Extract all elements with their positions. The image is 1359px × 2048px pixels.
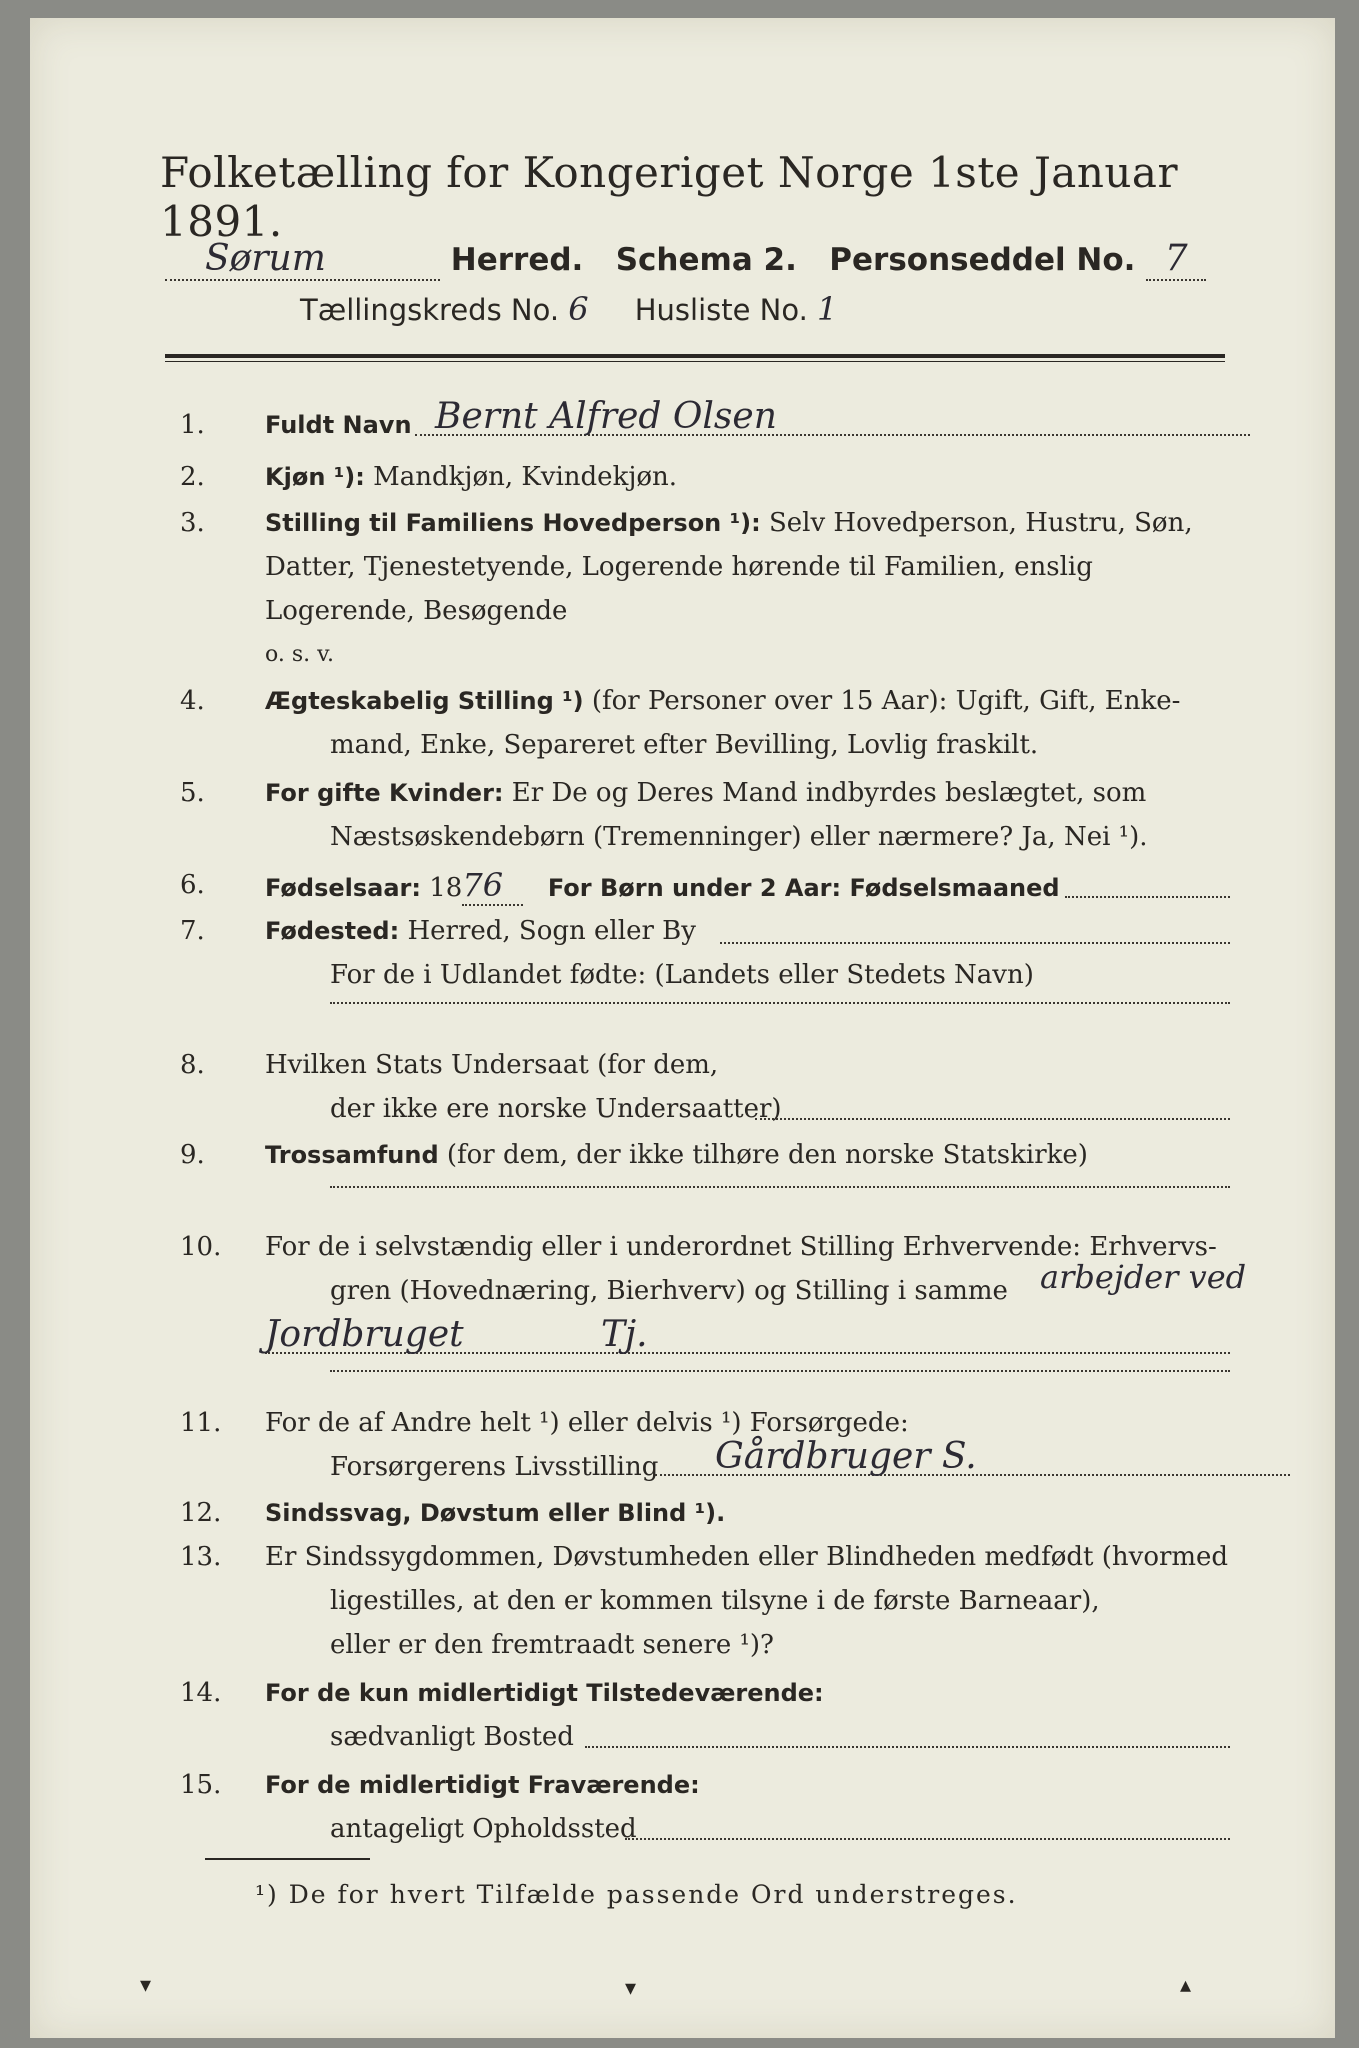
occupation-value-2: Jordbruget — [265, 1314, 464, 1355]
item-text: Trossamfund (for dem, der ikke tilhøre den norske Statskirke) — [265, 1140, 1088, 1170]
occupation-value-3: Tj. — [600, 1314, 648, 1355]
item-text: gren (Hovednæring, Bierhverv) og Stilling i samme — [330, 1276, 1008, 1306]
item-text: For de af Andre helt ¹) eller delvis ¹) Forsørgede: — [265, 1408, 909, 1438]
provider-occupation-value: Gårdbruger S. — [655, 1440, 1290, 1476]
item-text: eller er den fremtraadt senere ¹)? — [330, 1630, 774, 1660]
item-number: 14. — [180, 1678, 222, 1708]
item-number: 12. — [180, 1498, 222, 1528]
item-text: Ægteskabelig Stilling ¹) (for Personer over 15 Aar): Ugift, Gift, Enke- — [265, 686, 1181, 716]
item-text: Er Sindssygdommen, Døvstumheden eller Blindheden medfødt (hvormed — [265, 1542, 1229, 1572]
item-number: 2. — [180, 462, 205, 492]
item-number: 6. — [180, 870, 205, 900]
occupation-value: arbejder ved — [1040, 1258, 1247, 1296]
item-text: Kjøn ¹): Mandkjøn, Kvindekjøn. — [265, 462, 678, 492]
item-text: ligestilles, at den er kommen tilsyne i de første Barneaar), — [330, 1586, 1100, 1616]
item-number: 8. — [180, 1050, 205, 1080]
item-text: Forsørgerens Livsstilling — [330, 1452, 659, 1482]
item-number: 13. — [180, 1542, 222, 1572]
header-line-kreds — [300, 290, 1200, 328]
item-text: Stilling til Familiens Hovedperson ¹): Selv Hovedperson, Hustru, Søn, — [265, 508, 1193, 538]
item-number: 3. — [180, 508, 205, 538]
footnote-rule — [205, 1858, 370, 1860]
personseddel-value: 7 — [1146, 238, 1206, 281]
item-number: 7. — [180, 916, 205, 946]
item-10-blank-line — [330, 1348, 1230, 1376]
item-number: 4. — [180, 686, 205, 716]
item-text: Fødselsaar: 1876 For Børn under 2 Aar: Fødselsmaaned — [265, 866, 1060, 904]
item-text: Næstsøskendebørn (Tremenninger) eller nærmere? Ja, Nei ¹). — [330, 822, 1148, 852]
item-number: 5. — [180, 778, 205, 808]
item-text: mand, Enke, Separeret efter Bevilling, Lovlig fraskilt. — [330, 730, 1039, 760]
birth-month-line — [1065, 868, 1230, 898]
item-text: For de i Udlandet fødte: (Landets eller Stedets Navn) — [330, 960, 1034, 990]
item-text: sædvanligt Bosted — [330, 1722, 574, 1752]
item-text: antageligt Opholdssted — [330, 1814, 637, 1844]
item-label: For de midlertidigt Fraværende: — [265, 1771, 700, 1799]
header-rule-thin — [165, 361, 1225, 362]
item-label: For de kun midlertidigt Tilstedeværende: — [265, 1679, 824, 1707]
item-number: 10. — [180, 1232, 222, 1262]
margin-mark: ▾ — [140, 1973, 152, 1998]
item-number: 15. — [180, 1770, 222, 1800]
husliste-value: 1 — [817, 290, 838, 328]
item-text: Datter, Tjenestetyende, Logerende hørende til Familien, enslig — [265, 552, 1093, 582]
margin-mark: ▴ — [1180, 1973, 1192, 1998]
personseddel-label: Personseddel No. — [829, 242, 1136, 278]
full-name-value: Bernt Alfred Olsen — [415, 400, 1250, 436]
form-title: Folketælling for Kongeriget Norge 1ste Januar 1891. — [160, 148, 1179, 246]
item-number: 11. — [180, 1408, 222, 1438]
item-9-blank-line — [330, 1164, 1230, 1192]
margin-mark: ▾ — [625, 1976, 637, 2001]
birth-year-value: 76 — [462, 866, 523, 906]
schema-label: Schema 2. — [615, 242, 797, 278]
item-label: Sindssvag, Døvstum eller Blind ¹). — [265, 1499, 726, 1527]
item-number: 9. — [180, 1140, 205, 1170]
item-text: Hvilken Stats Undersaat (for dem, — [265, 1050, 719, 1080]
herred-label: Herred. — [450, 242, 584, 278]
item-text: der ikke ere norske Undersaatter) — [330, 1094, 782, 1124]
item-text: o. s. v. — [265, 642, 334, 667]
husliste-label: Husliste No. — [634, 293, 808, 327]
item-text: Fødested: Herred, Sogn eller By — [265, 916, 696, 946]
herred-value: Sørum — [165, 238, 440, 281]
header-line-herred — [165, 238, 1210, 282]
kreds-label: Tællingskreds No. — [300, 293, 560, 327]
item-text: Logerende, Besøgende — [265, 596, 568, 626]
census-form-page — [30, 18, 1335, 2038]
item-7-blank-line — [330, 980, 1230, 1008]
footnote: ¹) De for hvert Tilfælde passende Ord understreges. — [255, 1880, 1018, 1909]
birthplace-line — [720, 914, 1230, 944]
header-rule-thick — [165, 354, 1225, 358]
item-text: For gifte Kvinder: Er De og Deres Mand indbyrdes beslægtet, som — [265, 778, 1147, 808]
kreds-value: 6 — [568, 290, 589, 328]
item-text: For de i selvstændig eller i underordnet Stilling Erhvervende: Erhvervs- — [265, 1232, 1217, 1262]
item-label: Fuldt Navn — [265, 411, 412, 439]
item-number: 1. — [180, 410, 205, 440]
